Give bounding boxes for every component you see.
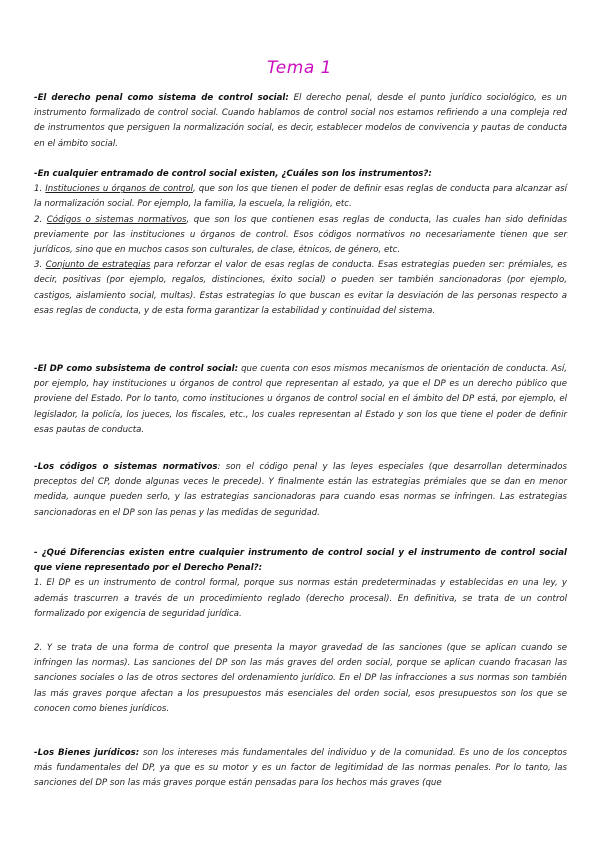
list-text: , que son los que contienen esas reglas de conducta, las cuales han sido definidas previamente por las instituciones u órganos de control. Esos códigos normativos no necesariamente tienen que ser jurídicos, sino que en muchos casos son culturales, de clase, étnicos, de género, etc. — [34, 214, 568, 256]
paragraph-text: que cuenta con esos mismos mecanismos de orientación de conducta. Así, por ejemplo, hay instituciones u órganos de control que representan al estado, ya que el DP es un derecho público que proviene del Estado. Por lo tanto, como instituciones u órganos de control social en el ámbito del DP está, por ejemplo, el legislador, la policía, los jueces, los fiscales, etc., los cuales representan al Estado y son los que tiene el poder de definir esas pautas de conducta. — [34, 364, 567, 435]
section-codigos — [34, 460, 567, 521]
underlined-term: Conjunto de estrategias — [45, 260, 151, 271]
paragraph-text: El derecho penal, desde el punto jurídico sociológico, es un instrumento formalizado de control social. Cuando hablamos de control social nos estamos refiriendo a una compleja red de instrumentos que persiguen la normalización social, es decir, establecer modelos de convivencia y pautas de conducta en el ámbito social. — [34, 93, 567, 149]
section-heading: -El derecho penal como sistema de control social: — [34, 93, 289, 103]
paragraph-text: 2. Y se trata de una forma de control que presenta la mayor gravedad de las sanciones (que se aplican cuando se infringen las normas). Las sanciones del DP son las más graves del orden social, porque se aplican cuando fracasan las sanciones sociales o las de otros sectores del ordenamiento jurídico. En el DP las infracciones a sus normas son también las más graves porque afectan a los presupuestos más esenciales del orden social, esos presupuestos son los que se conocen como bienes jurídicos. — [34, 643, 567, 714]
section-heading: -Los códigos o sistemas normativos — [34, 462, 218, 472]
list-text: para reforzar el valor de esas reglas de conducta. Esas estrategias pueden ser: prémiales, es decir, positivas (por ejemplo, regalos, distinciones, éxito social) o pueden ser también sancionadoras (por ejemplo, castigos, aislamiento social, multas). Estas estrategias lo que buscan es evitar la desviación de las personas respecto a esas reglas de conducta, y de esta forma garantizar la estabilidad y continuidad del sistema. — [34, 260, 567, 316]
section-instrumentos — [34, 167, 567, 319]
section-gravedad — [34, 641, 567, 717]
list-item — [34, 182, 567, 212]
underlined-term: Instituciones u órganos de control — [45, 184, 193, 195]
section-heading: - ¿Qué Diferencias existen entre cualquier instrumento de control social y el instrumento de control social que viene representado por el Derecho Penal?: — [34, 548, 567, 574]
section-heading-line — [34, 546, 567, 576]
section-heading: -Los Bienes jurídicos: — [34, 748, 140, 758]
list-item — [34, 213, 567, 259]
underlined-term: Códigos o sistemas normativos — [46, 214, 187, 225]
paragraph-text: 1. El DP es un instrumento de control formal, porque sus normas están predeterminadas y establecidas en una ley, y además trascurren a través de un procedimiento reglado (derecho procesal). En definitiva, se trata de un control formalizado por exigencia de seguridad jurídica. — [34, 578, 567, 619]
list-number: 3. — [34, 260, 46, 271]
section-dp-subsistema — [34, 362, 567, 438]
section-heading: -En cualquier entramado de control social existen, ¿Cuáles son los instrumentos?: — [34, 169, 432, 179]
paragraph-text: son los intereses más fundamentales del individuo y de la comunidad. Es uno de los conceptos más fundamentales del DP, ya que es su motor y es un factor de legitimidad de las normas penales. Por lo tanto, las sanciones del DP son las más graves porque están pensadas para los hechos más graves (que — [34, 748, 568, 789]
paragraph — [34, 362, 567, 438]
paragraph — [34, 91, 567, 152]
section-diferencias — [34, 546, 567, 622]
list-number: 2. — [34, 214, 47, 225]
section-heading-line — [34, 167, 567, 182]
paragraph — [34, 641, 567, 717]
paragraph — [34, 746, 567, 792]
section-heading: -El DP como subsistema de control social: — [34, 364, 239, 374]
list-item — [34, 258, 567, 319]
paragraph-text: : son el código penal y las leyes especiales (que desarrollan determinados preceptos del CP, donde algunas veces le precede). Y finalmente están las estrategias prémiales que se dan en menor medida, aunque pueden serlo, y las estrategias sancionadoras para cuando esas normas se infringen. Las estrategias sancionadoras en el DP son las penas y las medidas de seguridad. — [34, 462, 567, 518]
list-number: 1. — [34, 184, 46, 195]
section-bienes-juridicos — [34, 746, 567, 792]
paragraph — [34, 576, 567, 622]
paragraph — [34, 460, 567, 521]
list-text: , que son los que tienen el poder de definir esas reglas de conducta para alcanzar así la normalización social. Por ejemplo, la familia, la escuela, la religión, etc. — [34, 184, 567, 210]
section-control-social — [34, 91, 567, 152]
page-title: Tema 1 — [267, 58, 332, 78]
